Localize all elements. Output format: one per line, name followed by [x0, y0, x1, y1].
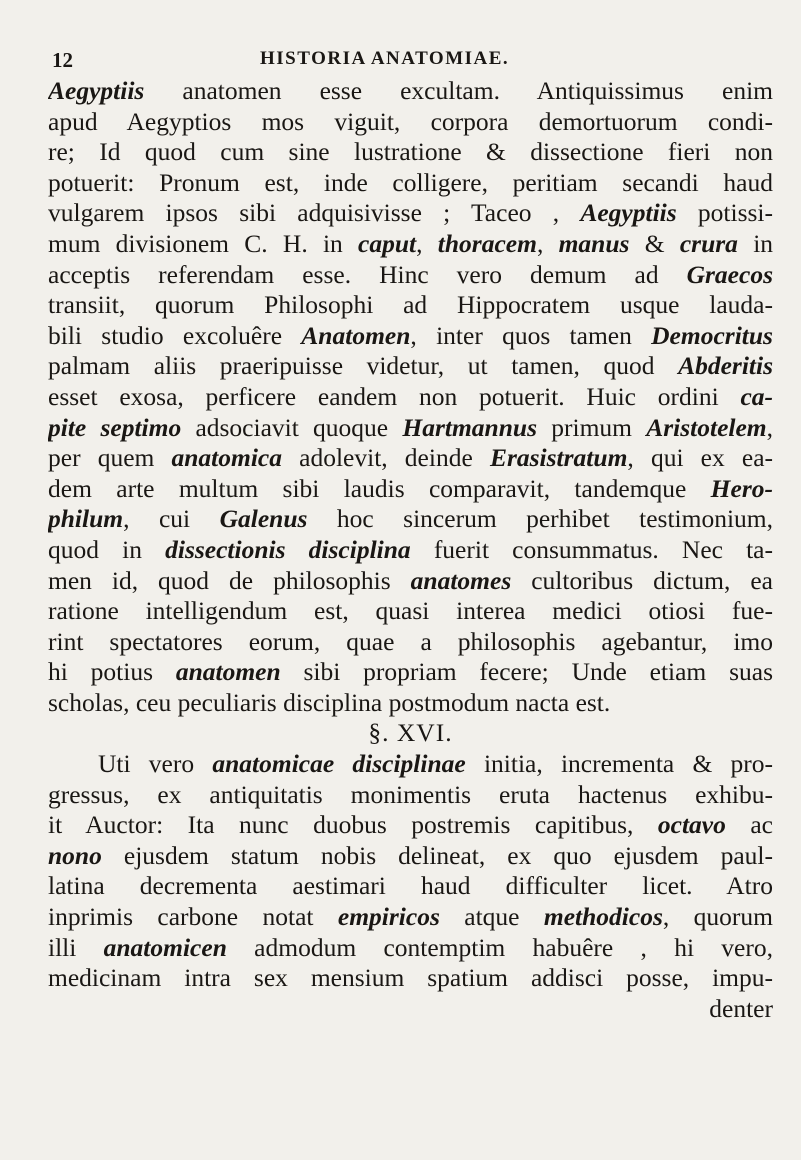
- italic-term: anatomen: [175, 657, 281, 687]
- text-line: [48, 627, 773, 658]
- text-line: [48, 382, 773, 413]
- text-line: [48, 994, 773, 1025]
- text-segment: acceptis referendam esse. Hinc vero demum ad: [48, 259, 687, 289]
- italic-term: philum: [48, 504, 124, 534]
- text-segment: , inter quos tamen: [410, 320, 652, 350]
- text-segment: quod in: [48, 534, 166, 564]
- text-segment: ,: [416, 228, 438, 258]
- text-segment: palmam aliis praeripuisse videtur, ut tamen, quod: [48, 351, 679, 381]
- text-segment: ac: [725, 810, 773, 840]
- text-segment: &: [629, 228, 680, 258]
- text-segment: ratione intelligendum est, quasi interea medici otiosi fue-: [48, 596, 773, 626]
- text-line: [48, 413, 773, 444]
- italic-term: anatomica: [171, 443, 283, 473]
- italic-term: Graecos: [686, 259, 773, 289]
- text-line: [48, 749, 773, 780]
- text-segment: illi: [48, 932, 104, 962]
- text-segment: adsociavit quoque: [181, 412, 403, 442]
- text-line: [48, 902, 773, 933]
- text-segment: in: [737, 228, 773, 258]
- text-line: [48, 351, 773, 382]
- text-segment: denter: [709, 993, 773, 1023]
- text-line: [48, 933, 773, 964]
- text-line: [48, 688, 773, 719]
- italic-term: methodicos: [543, 902, 663, 932]
- italic-term: nono: [48, 840, 102, 870]
- text-segment: ,: [536, 228, 559, 258]
- text-segment: ejusdem statum nobis delineat, ex quo ejusdem paul-: [101, 840, 773, 870]
- text-segment: §. XVI.: [368, 718, 453, 748]
- italic-term: anatomicen: [103, 932, 227, 962]
- italic-term: Anatomen: [301, 320, 411, 350]
- page-number: 12: [52, 48, 73, 72]
- text-line: [48, 596, 773, 627]
- text-segment: admodum contemptim habuêre , hi vero,: [226, 932, 773, 962]
- section-heading: [48, 718, 773, 749]
- italic-term: Aegyptiis: [580, 198, 677, 228]
- text-line: [48, 963, 773, 994]
- text-line: [48, 810, 773, 841]
- text-line: [48, 780, 773, 811]
- text-segment: atque: [439, 902, 544, 932]
- text-segment: vulgarem ipsos sibi adquisivisse ; Taceo ,: [48, 198, 581, 228]
- text-line: [48, 290, 773, 321]
- text-segment: , quorum: [662, 902, 773, 932]
- text-segment: per quem: [48, 443, 172, 473]
- text-segment: fuerit consummatus. Nec ta-: [410, 534, 773, 564]
- italic-term: Abderitis: [678, 351, 773, 381]
- italic-term: octavo: [657, 810, 726, 840]
- text-line: [48, 76, 773, 107]
- running-title: HISTORIA ANATOMIAE.: [260, 48, 510, 69]
- text-line: [48, 168, 773, 199]
- text-segment: dem arte multum sibi laudis comparavit, tandemque: [48, 473, 711, 503]
- text-segment: anatomen esse excultam. Antiquissimus enim: [144, 76, 773, 105]
- italic-term: empiricos: [337, 902, 440, 932]
- text-segment: potissi-: [676, 198, 773, 228]
- text-line: [48, 321, 773, 352]
- italic-term: manus: [558, 228, 630, 258]
- italic-term: thoracem: [437, 228, 537, 258]
- text-line: [48, 504, 773, 535]
- text-segment: re; Id quod cum sine lustratione & dissectione fieri non: [48, 137, 773, 167]
- italic-term: Hartmannus: [402, 412, 538, 442]
- text-line: [48, 260, 773, 291]
- text-line: [48, 841, 773, 872]
- text-segment: potuerit: Pronum est, inde colligere, peritiam secandi haud: [48, 167, 773, 197]
- text-segment: scholas, ceu peculiaris disciplina postmodum nacta est.: [48, 687, 611, 717]
- text-segment: , qui ex ea-: [627, 443, 773, 473]
- text-line: [48, 657, 773, 688]
- text-segment: mum divisionem C. H. in: [48, 228, 359, 258]
- text-segment: ,: [766, 412, 773, 442]
- text-segment: it Auctor: Ita nunc duobus postremis capitibus,: [48, 810, 658, 840]
- text-line: [48, 229, 773, 260]
- italic-term: Aegyptiis: [48, 76, 145, 105]
- text-segment: primum: [537, 412, 647, 442]
- text-line: [48, 198, 773, 229]
- text-segment: latina decrementa aestimari haud difficulter licet. Atro: [48, 871, 773, 901]
- text-line: [48, 871, 773, 902]
- text-line: [48, 137, 773, 168]
- page-header: [52, 48, 752, 76]
- italic-term: pite septimo: [48, 412, 182, 442]
- text-segment: transiit, quorum Philosophi ad Hippocratem usque lauda-: [48, 290, 773, 320]
- italic-term: Aristotelem: [646, 412, 767, 442]
- text-segment: esset exosa, perficere eandem non potuerit. Huic ordini: [48, 381, 741, 411]
- text-segment: medicinam intra sex mensium spatium addisci posse, impu-: [48, 963, 773, 993]
- text-segment: hi potius: [48, 657, 176, 687]
- text-segment: hoc sincerum perhibet testimonium,: [307, 504, 773, 534]
- text-segment: rint spectatores eorum, quae a philosophis agebantur, imo: [48, 626, 773, 656]
- italic-term: Erasistratum: [489, 443, 628, 473]
- italic-term: anatomicae disciplinae: [212, 749, 466, 779]
- body-text: [48, 76, 773, 1024]
- italic-term: crura: [679, 228, 738, 258]
- text-line: [48, 474, 773, 505]
- text-line: [48, 443, 773, 474]
- text-segment: sibi propriam fecere; Unde etiam suas: [280, 657, 773, 687]
- italic-term: ca-: [740, 381, 773, 411]
- text-line: [48, 107, 773, 138]
- text-segment: gressus, ex antiquitatis monimentis eruta hactenus exhibu-: [48, 779, 773, 809]
- text-segment: initia, incrementa & pro-: [465, 749, 773, 779]
- text-segment: apud Aegyptios mos viguit, corpora demortuorum condi-: [48, 106, 773, 136]
- text-segment: Uti vero: [98, 749, 213, 779]
- text-segment: men id, quod de philosophis: [48, 565, 411, 595]
- italic-term: anatomes: [410, 565, 512, 595]
- italic-term: caput: [358, 228, 417, 258]
- text-segment: bili studio excoluêre: [48, 320, 302, 350]
- text-line: [48, 566, 773, 597]
- text-segment: , cui: [123, 504, 220, 534]
- italic-term: Democritus: [651, 320, 773, 350]
- italic-term: Galenus: [219, 504, 308, 534]
- italic-term: dissectionis disciplina: [165, 534, 411, 564]
- text-segment: cultoribus dictum, ea: [511, 565, 773, 595]
- text-segment: inprimis carbone notat: [48, 902, 338, 932]
- text-segment: adolevit, deinde: [282, 443, 490, 473]
- text-line: [48, 535, 773, 566]
- italic-term: Hero-: [710, 473, 773, 503]
